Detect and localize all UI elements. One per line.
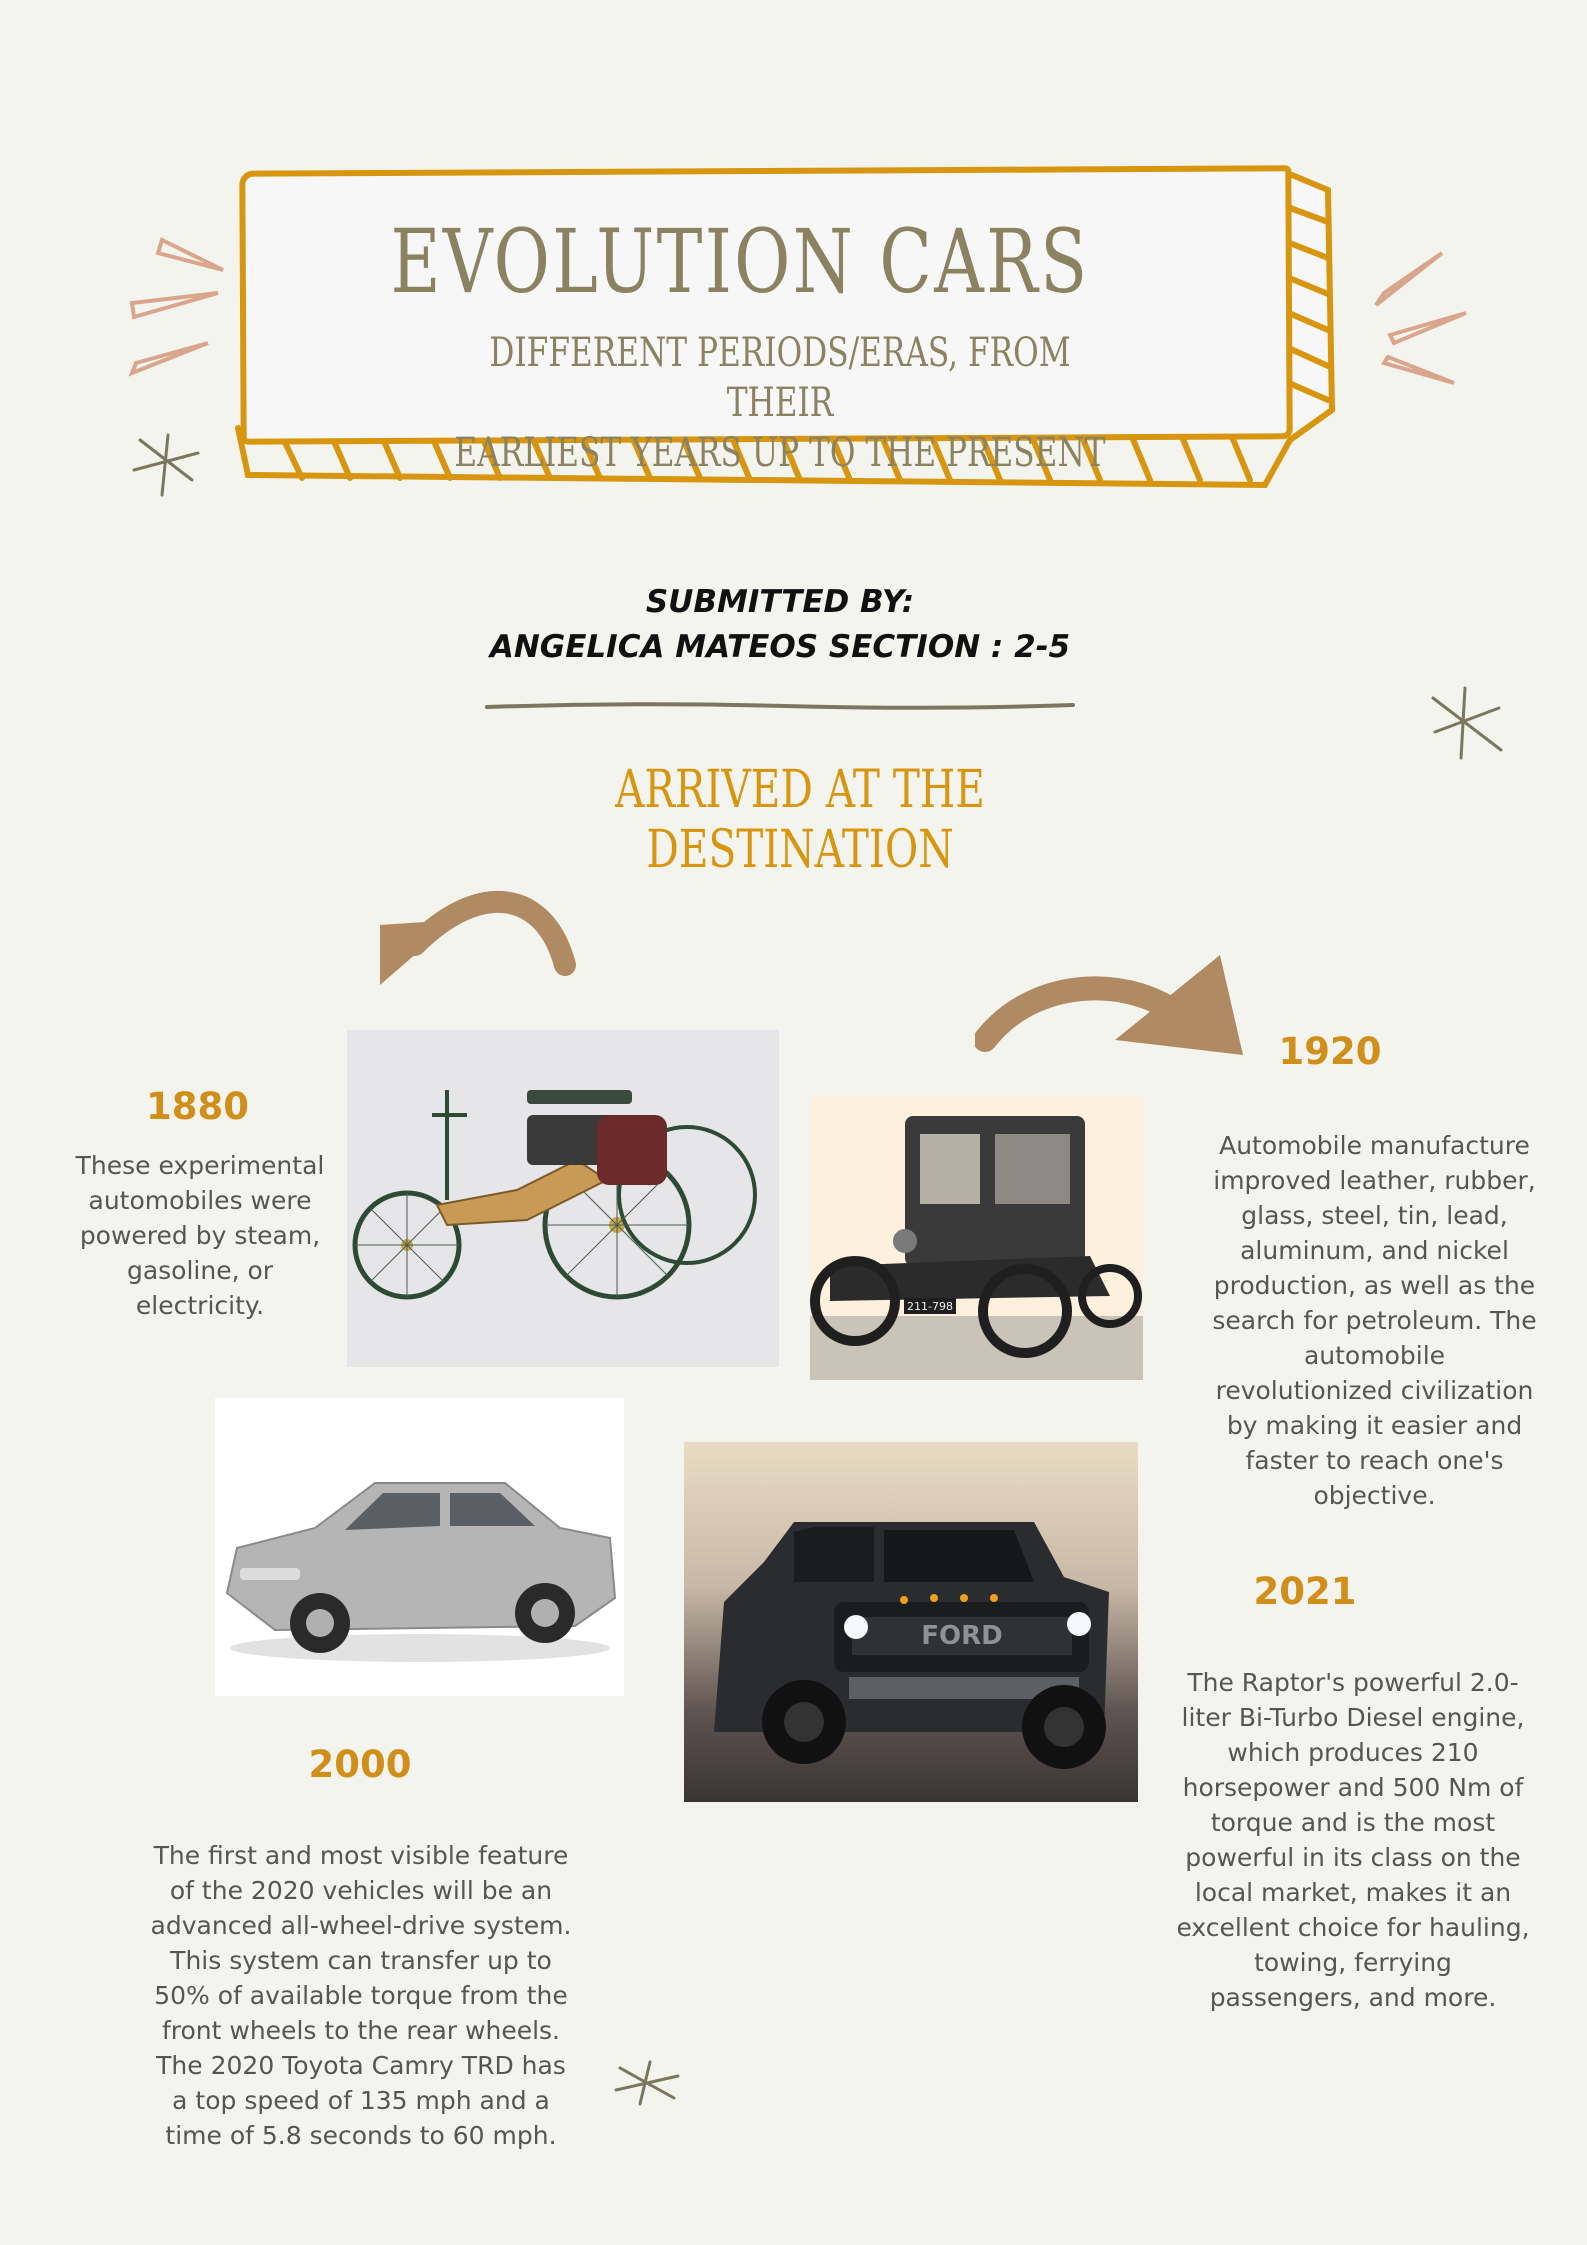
era-description-2000: The first and most visible feature of the 2020 vehicles will be an advanced all-wheel-drive system. This system can transfer up to 50% of available torque from the front wheels to the rear wheels. The 2020 Toyota Camry TRD has a top speed of 135 mph and a time of 5.8 seconds to 60 mph.	[150, 1841, 572, 2150]
grille-text: FORD	[921, 1621, 1003, 1651]
photo-camry-2000	[215, 1398, 624, 1696]
license-plate-text: 211-798	[907, 1300, 953, 1313]
photo-ford-raptor	[684, 1442, 1138, 1802]
sparkle-icon-bottom	[612, 2058, 682, 2108]
era-description-1880: These experimental automobiles were powered by steam, gasoline, or electricity.	[75, 1151, 325, 1320]
era-description-1920: Automobile manufacture improved leather, rubber, glass, steel, tin, lead, aluminum, and nickel production, as well as the search for petroleum. The automobile revolutionized civilization by making it easier and faster to reach one's objective.	[1212, 1131, 1537, 1510]
era-description-2021: The Raptor's powerful 2.0-liter Bi-Turbo Diesel engine, which produces 210 horsepower and 500 Nm of torque and is the most powerful in its class on the local market, makes it an excellent choice for hauling, towing, ferrying passengers, and more.	[1176, 1668, 1530, 2012]
author-section: ANGELICA MATEOS SECTION : 2-5	[489, 629, 1071, 665]
pickup-truck-icon	[714, 1522, 1109, 1769]
curved-arrow-right-icon	[975, 955, 1245, 1070]
era-year-2000: 2000	[308, 1743, 412, 1786]
page-subtitle	[445, 328, 1116, 478]
motorwagen-icon	[355, 1090, 755, 1297]
sparkle-icon-right	[1425, 680, 1505, 760]
era-year-2021: 2021	[1253, 1570, 1357, 1613]
section-title: ARRIVED AT THE DESTINATION	[615, 760, 985, 880]
submitted-block	[420, 580, 1140, 670]
curved-arrow-left-icon	[360, 870, 580, 1000]
subtitle-line-1: DIFFERENT PERIODS/ERAS, FROM THEIR	[489, 330, 1071, 426]
page-title: EVOLUTION CARS	[390, 210, 1090, 313]
photo-model-t	[810, 1096, 1143, 1380]
era-year-1880: 1880	[146, 1085, 249, 1128]
photo-benz-motorwagen	[347, 1030, 779, 1367]
subtitle-line-2: EARLIEST YEARS UP TO THE PRESENT	[454, 430, 1106, 476]
decorative-strokes-right	[1370, 245, 1480, 395]
divider-line	[485, 700, 1075, 714]
submitted-label: SUBMITTED BY:	[645, 584, 915, 620]
decorative-strokes-left	[120, 225, 230, 505]
sedan-icon	[227, 1483, 615, 1662]
era-year-1920: 1920	[1278, 1030, 1382, 1073]
